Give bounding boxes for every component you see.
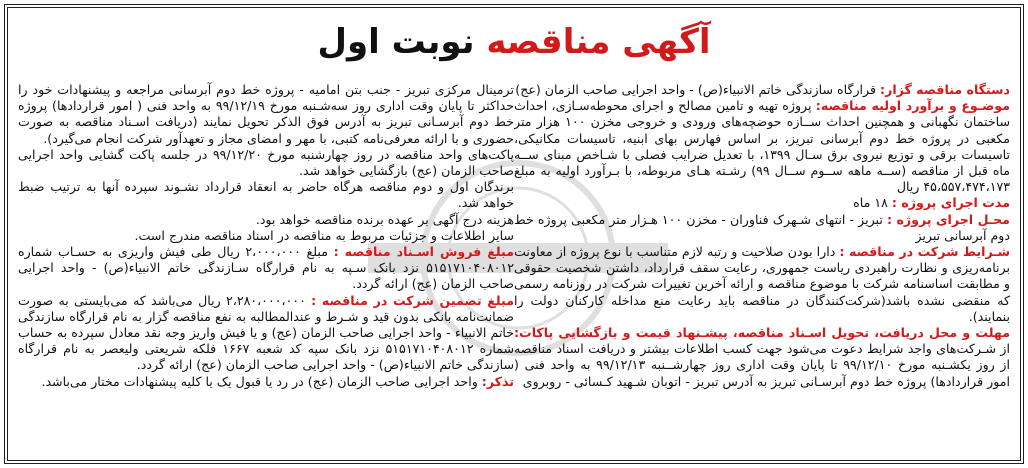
left-column	[18, 82, 514, 462]
paragraph-text: سایر اطلاعات و جزئیات مربوط به مناقصه در اسناد مناقصه مندرج است.	[134, 227, 514, 243]
paragraph-text: قرارگاه سازندگی خاتم الانبیاء(ص) - واحد اجرایی صاحب الزمان (عج)	[515, 82, 881, 97]
paragraph	[18, 293, 514, 374]
paragraph-label: موضـوع و برآورد اولیه مناقصه:	[815, 98, 1010, 114]
paragraph	[514, 98, 1010, 195]
paragraph-text: برندگان اول و دوم مناقصه هرگاه حاضر به انعقاد قرارداد نشـوند سپرده آنها به ترتیب ضبط خواهد شد.	[18, 179, 514, 211]
paragraph-text: پاکت‌های واحد مناقصه در روز چهارشنبه مورخ ۹۹/۱۲/۲۰ در جلسه پاکت گشایی واحد اجرایی صاحب الزمان (عج) بازگشایی خواهد شد.	[18, 146, 514, 179]
paragraph-text: ۱۸ ماه	[853, 195, 892, 211]
paragraph	[18, 147, 514, 179]
paragraph	[514, 244, 1010, 325]
right-column	[514, 82, 1010, 462]
paragraph-text: از شـرکت‌های واجد شرایط دعوت می‌شود جهت کسب اطلاعات بیشتر و دریافت اسناد مناقصه از روز یکشـنبه مورخ ۹۹/۱۲/۱۰ تا پایان وقت اداری روز چهارشــنبه ۹۹/۱۲/۱۳ به واحد فنی ( امور قراردادها) پروژه خط دوم آبرسـانی تبریز به آدرس تبریز - اتوبان شـهید کـسائی - روبروی	[514, 341, 1010, 389]
paragraph	[18, 212, 514, 228]
paragraph	[514, 212, 1010, 244]
title-black: نوبت اول	[317, 22, 475, 62]
paragraph-text: دارا بودن صلاحیت و رتبه لازم متناسب با نوع پروژه از معاونت برنامه‌ریزی و نظارت راهبردی ریاست جمهوری، رعایت سقف قرارداد، داشتن شخصیت حقوقی و مطابقت اساسنامه شرکت با موضوع مناقصه و ارائه آخرین تغییرات شرکت در روزنامه رسمی که منقضی نشده باشد(شرکت‌کنندگان در مناقصه باید رعایت منع مداخله کارکنان دولت را بنمایند).	[514, 244, 1010, 324]
paragraph	[514, 195, 1010, 211]
paragraph-text: ترمینال مرکزی تبریز - جنب بتن امامیه - پروژه خط دوم آبرسانی مراجعه و پیشنهادات خود را حداکثر تا پایان وقت اداری روز سه‌شـنبه مورخ ۹۹/۱۲/۱۹ به واحد فنی ( امور قراردادها) پروژه خط دوم آبرسـانی تبریز به آدرس فوق الذکر تحویل نمایند (دریافت اسـناد مناقصه به صورت حضوری و با ارائه معرفی‌نامه کتبی، با مهر و امضای مجاز و تعهدآور شرکت انجام می‌گیرد).	[18, 82, 514, 146]
paragraph-label: محـل اجرای پروژه :	[886, 211, 1010, 227]
paragraph	[514, 82, 1010, 98]
paragraph-label: شـرایط شرکت در مناقصه :	[839, 244, 1010, 260]
paragraph	[18, 228, 514, 244]
paragraph	[18, 82, 514, 147]
paragraph-label: دستگاه مناقصه گزار:	[880, 82, 1010, 97]
paragraph-label: مبلغ تضمین شرکت در مناقصه :	[311, 292, 514, 308]
paragraph-label: مدت اجرای پروژه :	[891, 195, 1010, 211]
paragraph	[514, 325, 1010, 390]
page-title	[8, 22, 1020, 62]
paragraph	[18, 374, 514, 390]
paragraph-text: واحد اجرایی صاحب الزمان (عج) در رد یا قبول یک یا کلیه پیشنهادات مختار می‌باشد.	[41, 373, 482, 389]
paragraph-text: پروژه تهیه و تامین مصالح و اجرای محوطه‌سـازی، احداث ساختمان نگهبانی و همچنین احداث ســازه حوضچه‌های ورودی و خروجی مخزن ۱۰۰ هزار متر مکعبی در پروژه خط دوم آبرسانی تبریز، بر اساس فهارس بهای ابنیه، تاسیسات مکانیکی، تاسیسات برقی و توزیع نیروی برق سـال ۱۳۹۹، با تعدیل ضرایب فصلی با شـاخص مبنای ســه ماه قبل از مناقصه (ســه ماهه ســوم ســال ۹۹) رشـته هـای مربوطه، با بـرآورد اولیه به مبلغ ۴۵،۵۵۷،۴۷۴،۱۷۳ ریال	[514, 98, 1010, 195]
paragraph-label: مهلت و محل دریافت، تحویل اسـناد مناقصه، پیشـنهاد قیمت و بازگشایی پاکات:	[514, 325, 1010, 341]
paragraph-label: مبلغ فروش اسـناد مناقصه :	[333, 244, 514, 260]
title-red: آگهی مناقصه	[486, 22, 711, 62]
paragraph-text: مبلغ ۲،۰۰۰،۰۰۰ ریال طی فیش واریزی به حسـاب شماره ۵۱۵۱۷۱۰۴۰۸۰۱۲ نزد بانک سـپه به نام قرارگاه سـازندگی خاتم الانبیاء(ص) - واحد اجرایی صاحب الزمان (عج) ارائه گردد.	[18, 244, 514, 292]
tender-notice	[4, 4, 1024, 464]
paragraph-text: تبریز - انتهای شـهرک فناوران - مخزن ۱۰۰ هـزار متر مکعبی پروژه خط دوم آبرسانی تبریز	[514, 211, 1010, 243]
paragraph-text: ۲،۲۸۰،۰۰۰،۰۰۰ ریال می‌باشد که می‌بایستی به صورت ضمانت‌نامه بانکی بدون قید و شـرط و عندالمطالبه به نفع مناقصه گزار به نام قرارگاه سازندگی خاتم الانبیاء - واحد اجرایی صاحب الزمان (عج) و یا فیش واریز وجه نقد معادل سپرده به حساب شماره ۵۱۵۱۷۱۰۴۰۸۰۱۲ نزد بانک سپه کد شعبه ۱۶۶۷ فلکه شریعتی ولیعصر به نام قرارگاه سازندگی خاتم الانبیاء(ص) - واحد اجرایی صاحب الزمان (عج) ارائه گردد.	[18, 292, 514, 373]
paragraph	[18, 179, 514, 211]
paragraph-label: تذکر:	[481, 373, 514, 389]
paragraph	[18, 244, 514, 293]
paragraph-text: هزینه درج آگهی بر عهده برنده مناقصه خواهد بود.	[255, 211, 514, 227]
